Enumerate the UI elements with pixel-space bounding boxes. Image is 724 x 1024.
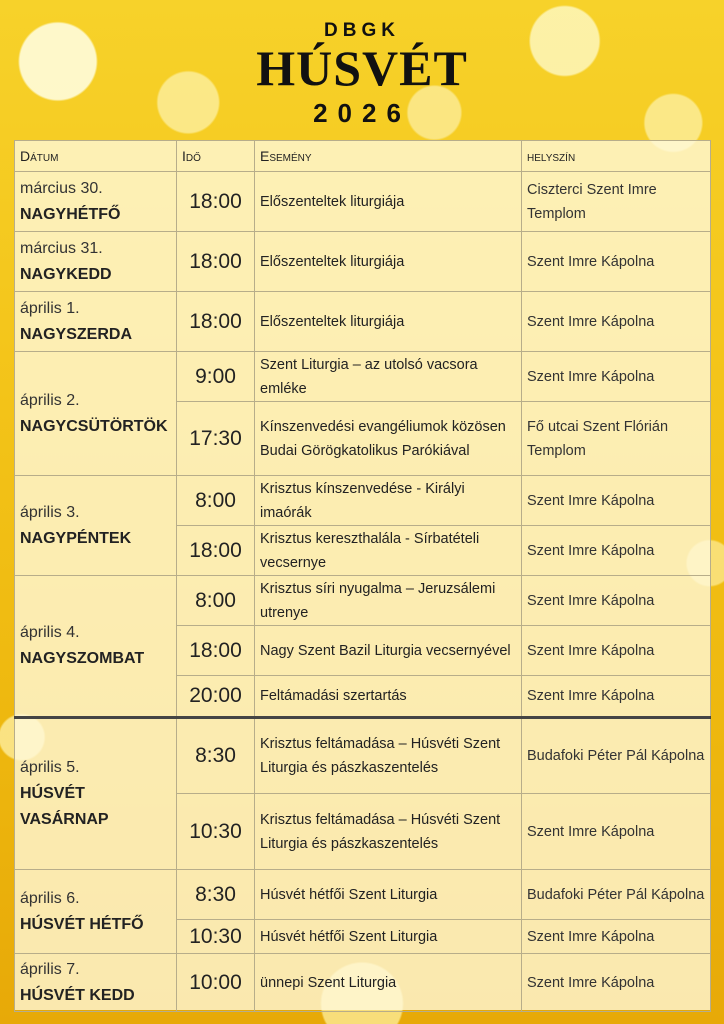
table-header-row	[15, 141, 711, 172]
time-cell: 18:00	[177, 232, 255, 292]
event-cell: Feltámadási szertartás	[255, 676, 522, 718]
date-cell	[15, 576, 177, 718]
header-event: Esemény	[255, 141, 522, 172]
time-cell: 18:00	[177, 172, 255, 232]
event-cell: Húsvét hétfői Szent Liturgia	[255, 870, 522, 920]
day-name: NAGYSZERDA	[20, 325, 133, 343]
location-cell: Fő utcai Szent Flórián Templom	[522, 402, 711, 476]
date-cell	[15, 870, 177, 954]
time-cell: 8:00	[177, 476, 255, 526]
header	[0, 0, 724, 140]
time-cell: 8:00	[177, 576, 255, 626]
day-name: NAGYSZOMBAT	[20, 650, 145, 667]
location-cell: Szent Imre Kápolna	[522, 626, 711, 676]
event-cell: Krisztus síri nyugalma – Jeruzsálemi utrenye	[255, 576, 522, 626]
location-cell: Szent Imre Kápolna	[522, 476, 711, 526]
location-cell: Szent Imre Kápolna	[522, 352, 711, 402]
header-time: Idő	[177, 141, 255, 172]
location-cell: Szent Imre Kápolna	[522, 526, 711, 576]
page-title: HÚSVÉT	[256, 40, 468, 96]
event-cell: Nagy Szent Bazil Liturgia vecsernyével	[255, 626, 522, 676]
time-cell: 10:30	[177, 794, 255, 870]
table-row	[15, 576, 711, 626]
time-cell: 18:00	[177, 526, 255, 576]
time-cell: 8:30	[177, 718, 255, 794]
event-cell: Előszenteltek liturgiája	[255, 292, 522, 352]
date-text: április 7.	[20, 960, 80, 978]
date-cell	[15, 476, 177, 576]
date-text: április 5.	[20, 759, 80, 776]
schedule-body	[15, 172, 711, 1012]
location-cell: Budafoki Péter Pál Kápolna	[522, 870, 711, 920]
time-cell: 17:30	[177, 402, 255, 476]
location-cell: Szent Imre Kápolna	[522, 920, 711, 954]
time-cell: 18:00	[177, 292, 255, 352]
table-row	[15, 870, 711, 920]
location-cell: Szent Imre Kápolna	[522, 232, 711, 292]
table-row	[15, 954, 711, 1012]
day-name: NAGYKEDD	[20, 265, 112, 283]
header-location: helyszín	[522, 141, 711, 172]
org-name: DBGK	[324, 20, 400, 41]
date-text: április 4.	[20, 624, 80, 641]
date-text: április 1.	[20, 299, 80, 317]
event-cell: Krisztus feltámadása – Húsvéti Szent Liturgia és pászkaszentelés	[255, 794, 522, 870]
location-cell: Szent Imre Kápolna	[522, 292, 711, 352]
schedule-table	[14, 140, 711, 1012]
event-cell: Előszenteltek liturgiája	[255, 232, 522, 292]
event-cell: Krisztus kínszenvedése - Királyi imaórák	[255, 476, 522, 526]
date-cell	[15, 292, 177, 352]
day-name: NAGYCSÜTÖRTÖK	[20, 417, 168, 435]
day-name: HÚSVÉT KEDD	[20, 986, 135, 1004]
location-cell: Budafoki Péter Pál Kápolna	[522, 718, 711, 794]
date-cell	[15, 172, 177, 232]
date-text: április 6.	[20, 889, 80, 907]
event-cell: ünnepi Szent Liturgia	[255, 954, 522, 1012]
header-date: Dátum	[15, 141, 177, 172]
day-name: HÚSVÉT HÉTFŐ	[20, 915, 144, 933]
date-text: április 3.	[20, 503, 80, 521]
day-name: NAGYHÉTFŐ	[20, 205, 121, 223]
time-cell: 18:00	[177, 626, 255, 676]
location-cell: Ciszterci Szent Imre Templom	[522, 172, 711, 232]
time-cell: 20:00	[177, 676, 255, 718]
time-cell: 10:30	[177, 920, 255, 954]
date-cell	[15, 718, 177, 870]
event-cell: Krisztus feltámadása – Húsvéti Szent Liturgia és pászkaszentelés	[255, 718, 522, 794]
time-cell: 10:00	[177, 954, 255, 1012]
date-cell	[15, 954, 177, 1012]
date-cell	[15, 232, 177, 292]
location-cell: Szent Imre Kápolna	[522, 794, 711, 870]
year: 2026	[313, 98, 411, 128]
table-row	[15, 292, 711, 352]
date-text: március 30.	[20, 179, 103, 197]
table-row	[15, 352, 711, 402]
table-row	[15, 172, 711, 232]
time-cell: 9:00	[177, 352, 255, 402]
date-text: március 31.	[20, 239, 103, 257]
day-name: NAGYPÉNTEK	[20, 529, 132, 547]
location-cell: Szent Imre Kápolna	[522, 954, 711, 1012]
date-cell	[15, 352, 177, 476]
table-row	[15, 718, 711, 794]
event-cell: Krisztus kereszthalála - Sírbatételi vecsernye	[255, 526, 522, 576]
event-cell: Kínszenvedési evangéliumok közösen Budai Görögkatolikus Parókiával	[255, 402, 522, 476]
table-row	[15, 476, 711, 526]
event-cell: Előszenteltek liturgiája	[255, 172, 522, 232]
date-text: április 2.	[20, 391, 80, 409]
event-cell: Húsvét hétfői Szent Liturgia	[255, 920, 522, 954]
event-cell: Szent Liturgia – az utolsó vacsora emléke	[255, 352, 522, 402]
location-cell: Szent Imre Kápolna	[522, 576, 711, 626]
location-cell: Szent Imre Kápolna	[522, 676, 711, 718]
day-name: HÚSVÉT VASÁRNAP	[20, 785, 109, 828]
time-cell: 8:30	[177, 870, 255, 920]
table-row	[15, 232, 711, 292]
